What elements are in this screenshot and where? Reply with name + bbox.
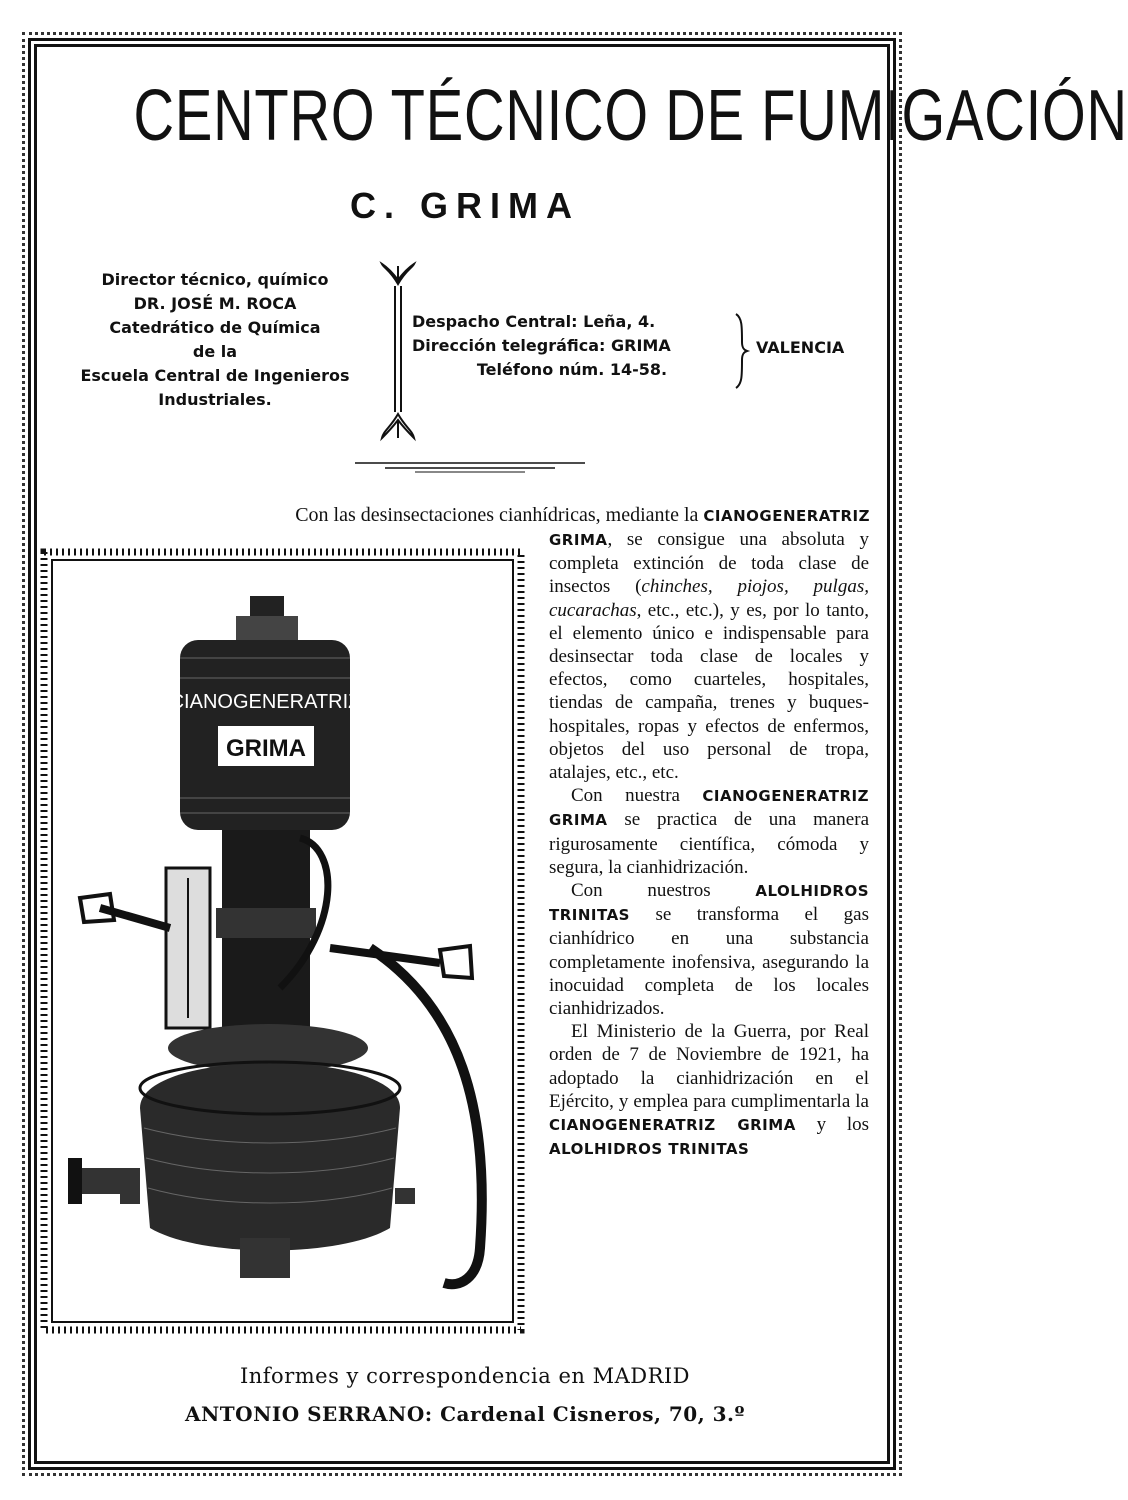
paragraph-text: se practica de una manera rigurosamente científica, cómoda y segura, la cianhidrización. xyxy=(549,809,869,878)
office-telegraph: Dirección telegráfica: GRIMA xyxy=(412,336,671,355)
intro-product: CIANOGENERATRIZ xyxy=(703,507,870,525)
divider-rule xyxy=(355,460,585,474)
office-phone: Teléfono núm. 14-58. xyxy=(476,360,668,379)
intro-line xyxy=(70,503,870,528)
office-info xyxy=(412,310,732,382)
director-block xyxy=(50,268,380,412)
product-name: ALOLHIDROS TRINITAS xyxy=(549,1140,750,1159)
paragraph-text: , se consigue una absoluta y completa extinción de toda clase de insectos ( xyxy=(549,529,869,598)
paragraph xyxy=(549,1020,869,1161)
page-title: CENTRO TÉCNICO DE FUMIGACIÓN xyxy=(133,76,1128,156)
product-name: CIANOGENERATRIZ GRIMA xyxy=(549,1116,796,1135)
director-line: Industriales. xyxy=(158,390,272,409)
director-line: DR. JOSÉ M. ROCA xyxy=(133,294,297,313)
intro-text: Con las desinsectaciones cianhídricas, mediante la xyxy=(295,504,699,526)
tank-label-top: CIANOGENERATRIZ xyxy=(169,691,361,713)
footer-info: Informes y correspondencia en MADRID xyxy=(239,1364,691,1388)
insect-list: chinches, piojos, pulgas, cucarachas xyxy=(549,576,869,621)
company-name: C. GRIMA xyxy=(350,185,580,226)
footer-address: ANTONIO SERRANO: Cardenal Cisneros, 70, 3.º xyxy=(184,1402,746,1426)
director-line: de la xyxy=(192,342,238,361)
main-text-column xyxy=(549,528,869,1161)
tank-label-bottom: GRIMA xyxy=(226,735,306,762)
paragraph-text: El Ministerio de la Guerra, por Real orden de 7 de Noviembre de 1921, ha adoptado la cianhidrización en el Ejército, y emplea para cumplimentarla la xyxy=(549,1021,869,1112)
paragraph-text: y los xyxy=(816,1114,869,1136)
paragraph-text: se transforma el gas cianhídrico en una substancia completamente inofensiva, asegurando la inocuidad completa de los locales cianhidrizados. xyxy=(549,904,870,1020)
paragraph-text: Con nuestros xyxy=(571,880,711,902)
city-name: VALENCIA xyxy=(756,338,845,357)
director-line: Catedrático de Química xyxy=(109,318,321,337)
paragraph xyxy=(549,879,869,1020)
paragraph-text: , etc., etc.), y es, por lo tanto, el elemento único e indispensable para desinsectar toda clase de locales y efectos, como cuarteles, hospitales, tiendas de campaña, trenes y buques-hospitales, ropas y efectos de enfermos, objetos del uso personal de tropa, atalajes, etc., etc. xyxy=(549,599,869,784)
paragraph xyxy=(549,784,869,879)
product-name: CIANOGENERATRIZ GRIMA xyxy=(549,787,869,830)
product-illustration xyxy=(40,548,525,1334)
director-line: Escuela Central de Ingenieros xyxy=(80,366,350,385)
paragraph-text: Con nuestra xyxy=(571,785,680,807)
office-address: Despacho Central: Leña, 4. xyxy=(412,312,656,331)
director-line: Director técnico, químico xyxy=(101,270,329,289)
product-name: ALOLHIDROS TRINITAS xyxy=(549,882,870,925)
product-name: GRIMA xyxy=(549,531,608,549)
paragraph xyxy=(549,528,869,784)
brace-icon xyxy=(733,312,749,390)
